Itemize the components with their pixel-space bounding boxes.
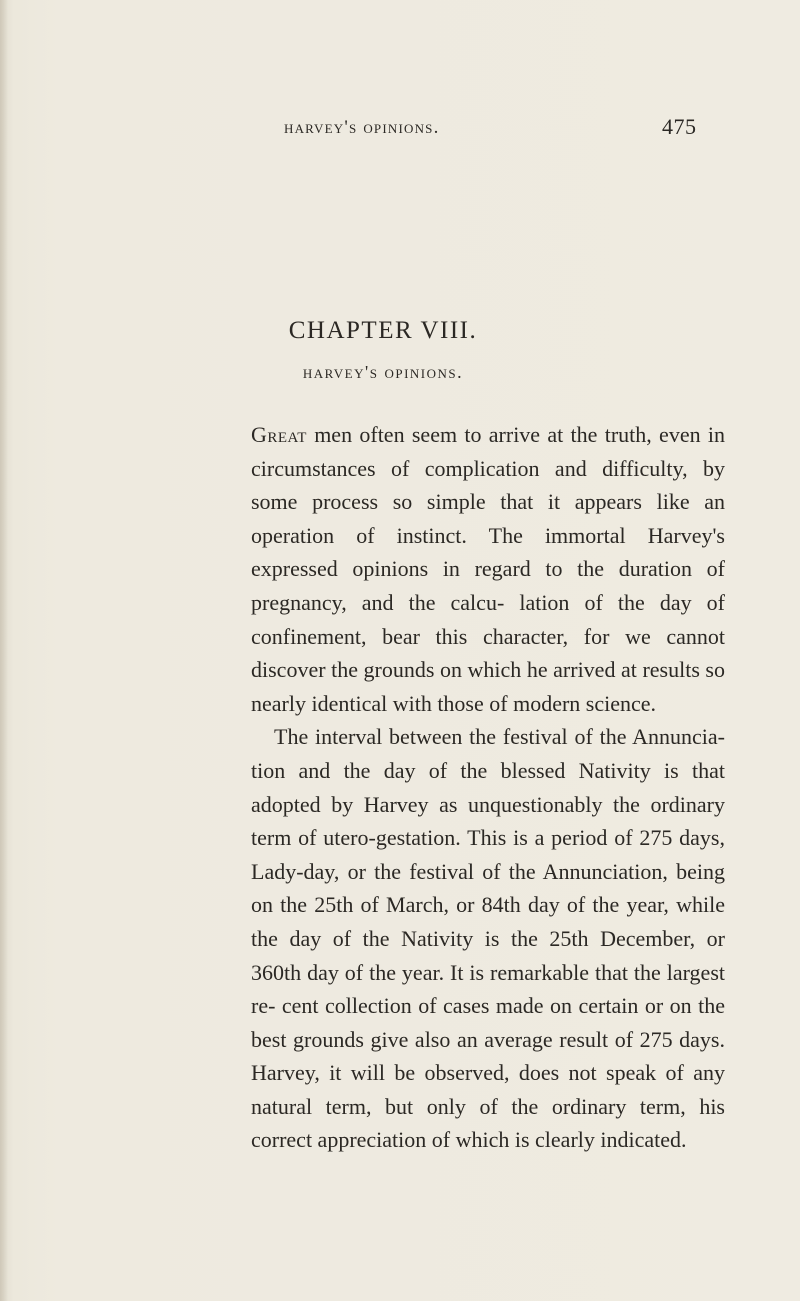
paragraph bbox=[251, 720, 725, 1157]
chapter-subtitle: harvey's opinions. bbox=[302, 362, 464, 382]
chapter-body bbox=[251, 418, 725, 1157]
paragraph-text: The interval between the festival of the Annuncia- tion and the day of the blessed Nativity is that adopted by Harvey as unquestionably the ordinary term of utero-gestation. This is a period of 275 days, Lady-day, or the festival of the Annunciation, being on the 25th of March, or 84th day of the year, while the day of the Nativity is the 25th December, or 360th day of the year. It is remarkable that the largest re- cent collection of cases made on certain or on the best grounds give also an average result of 275 days. Harvey, it will be observed, does not speak of any natural term, but only of the ordinary term, his correct appreciation of which is clearly indicated. bbox=[251, 724, 725, 1153]
running-head: harvey's opinions. bbox=[284, 117, 440, 138]
paragraph-text: men often seem to arrive at the truth, even in circumstances of complication and difficulty, by some process so simple that it appears like an operation of instinct. The immortal Harvey's expressed opinions in regard to the duration of pregnancy, and the calcu- lation of the day of confinement, bear this character, for we cannot discover the grounds on which he arrived at results so nearly identical with those of modern science. bbox=[251, 422, 725, 716]
paragraph-lead-word: Great bbox=[251, 422, 307, 447]
paragraph bbox=[251, 418, 725, 720]
page-number: 475 bbox=[662, 114, 697, 139]
chapter-title: CHAPTER VIII. bbox=[288, 317, 478, 344]
gutter-shadow bbox=[0, 0, 8, 1301]
